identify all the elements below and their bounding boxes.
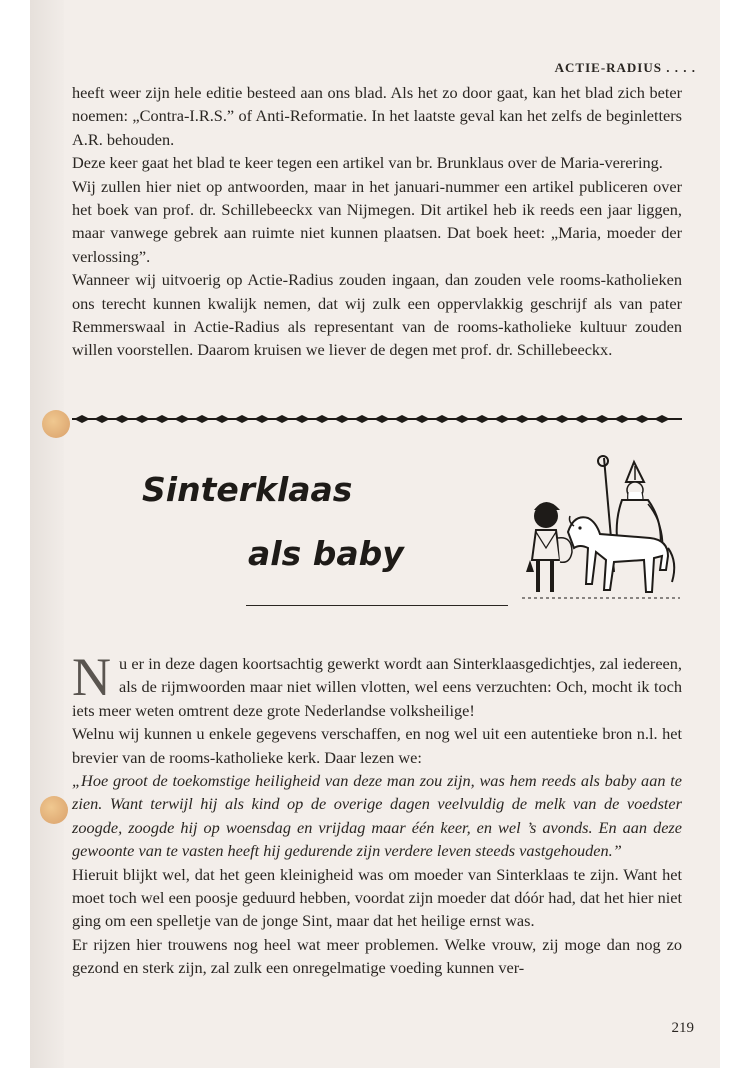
page-number: 219 (671, 1020, 694, 1036)
divider-diamond (474, 415, 490, 423)
paragraph: Er rijzen hier trouwens nog heel wat meer problemen. Welke vrouw, zij moge dan nog zo gezond en sterk zijn, zal zulk een onregelmatige voeding kunnen ver- (72, 934, 682, 978)
ornamental-divider (72, 412, 682, 426)
divider-diamond (174, 415, 190, 423)
article-body (72, 647, 682, 980)
paragraph-text: u er in deze dagen koortsachtig gewerkt wordt aan Sinterklaasgedichtjes, zal iedereen, als de rijmwoorden maar niet willen vlotten, wel eens verzuchten: Och, mocht ik toch iets meer weten omtrent deze grote Nederlandse volksheilige! (72, 654, 682, 720)
continued-article (72, 81, 682, 362)
divider-diamond (574, 415, 590, 423)
divider-diamond (494, 415, 510, 423)
divider-diamond (594, 415, 610, 423)
article-title-line-1: Sinterklaas (142, 470, 353, 509)
divider-diamond (654, 415, 670, 423)
divider-diamond (154, 415, 170, 423)
paragraph (72, 647, 682, 722)
divider-diamond (234, 415, 250, 423)
paragraph: heeft weer zijn hele editie besteed aan ons blad. Als het zo door gaat, kan het blad zich beter noemen: „Contra-I.R.S.” of Anti-Reformatie. In het laatste geval kan het zelfs de beginletters A.R. behouden. (72, 83, 682, 149)
divider-diamond (534, 415, 550, 423)
paragraph: Hieruit blijkt wel, dat het geen kleinigheid was om moeder van Sinterklaas te zijn. Want het moet toch wel een poosje geduurd hebben, voordat zijn moeder dat dóór had, dat het hier niet ging om een spelletje van de jonge Sint, maar dat het heilige ernst was. (72, 864, 682, 931)
divider-diamond (314, 415, 330, 423)
breviary-quote: „Hoe groot de toekomstige heiligheid van deze man zou zijn, was hem reeds als baby aan te zien. Want terwijl hij als kind op de overige dagen veelvuldig de melk van de voedster zoogde, zoogde hij op woensdag en vrijdag maar één keer, en wel ’s avonds. En aan deze gewoonte van te vasten heeft hij gedurende zijn verdere leven steeds vastgehouden.” (72, 771, 682, 861)
divider-diamond (394, 415, 410, 423)
divider-diamond (634, 415, 650, 423)
divider-diamond (614, 415, 630, 423)
title-underline (246, 605, 508, 606)
sinterklaas-on-horse-with-zwarte-piet-icon (522, 452, 680, 610)
divider-diamond (194, 415, 210, 423)
divider-diamond (94, 415, 110, 423)
binder-hole-icon (42, 410, 70, 438)
running-head: ACTIE-RADIUS . . . . (554, 60, 696, 75)
divider-diamond (454, 415, 470, 423)
paragraph: Deze keer gaat het blad te keer tegen een artikel van br. Brunklaus over de Maria-verering. (72, 153, 663, 173)
divider-diamond (334, 415, 350, 423)
divider-diamond (254, 415, 270, 423)
dropcap: N (72, 647, 111, 707)
page-binding-edge (30, 0, 64, 1068)
binder-hole-icon (40, 796, 68, 824)
divider-diamond (374, 415, 390, 423)
paragraph: Wij zullen hier niet op antwoorden, maar in het januari-nummer een artikel publiceren over het boek van prof. dr. Schillebeeckx van Nijmegen. Dit artikel heb ik reeds een jaar liggen, maar vanwege gebrek aan ruimte niet kunnen plaatsen. Dat boek heet: „Maria, moeder der verlossing”. (72, 176, 682, 266)
divider-diamond (134, 415, 150, 423)
divider-diamond (74, 415, 90, 423)
paragraph: Welnu wij kunnen u enkele gegevens verschaffen, en nog wel uit een autentieke bron n.l. het brevier van de rooms-katholieke kerk. Daar lezen we: (72, 724, 682, 767)
divider-diamond (274, 415, 290, 423)
article-title-line-2: als baby (248, 534, 404, 573)
divider-diamond (434, 415, 450, 423)
divider-diamond (514, 415, 530, 423)
divider-diamond (414, 415, 430, 423)
divider-diamond (354, 415, 370, 423)
divider-diamond (294, 415, 310, 423)
divider-diamond (554, 415, 570, 423)
divider-diamond (114, 415, 130, 423)
paragraph: Wanneer wij uitvoerig op Actie-Radius zouden ingaan, dan zouden vele rooms-katholieken ons terecht kunnen kwalijk nemen, dat wij zulk een oppervlakkig geschrijf als van pater Remmerswaal in Actie-Radius als representant van de rooms-katholieke kultuur zouden willen voorstellen. Daarom kruisen we liever de degen met prof. dr. Schillebeeckx. (72, 270, 682, 360)
divider-diamond (214, 415, 230, 423)
